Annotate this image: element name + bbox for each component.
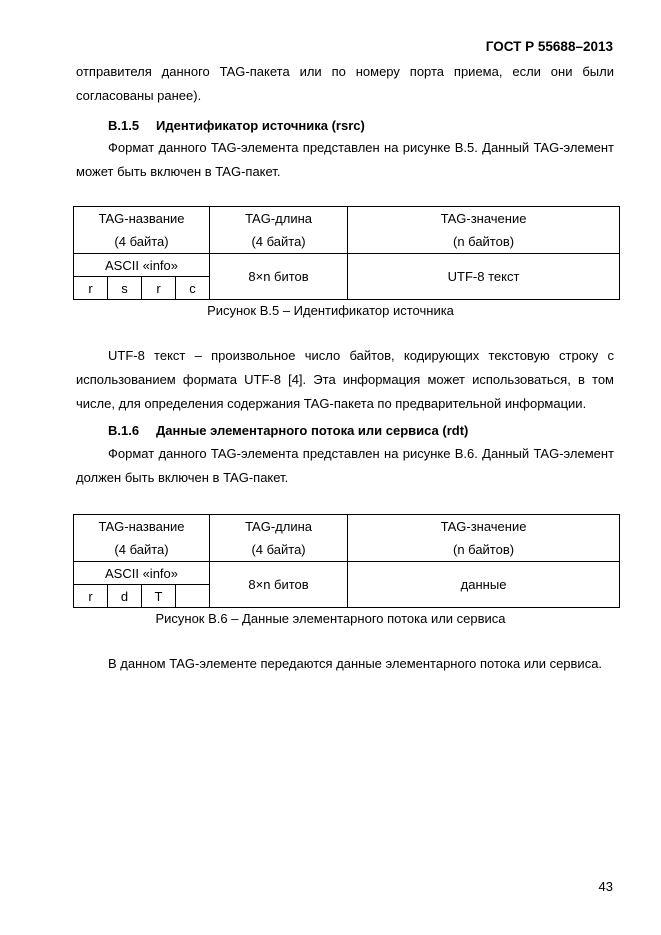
tag-length-header-cell (210, 515, 348, 562)
tag-length-value: 8×n битов (210, 562, 348, 608)
page-number: 43 (598, 879, 613, 894)
tag-value-header: TAG-значение (440, 519, 527, 534)
document-id: ГОСТ Р 55688–2013 (485, 39, 613, 54)
figure-b5-caption: Рисунок В.5 – Идентификатор источника (207, 303, 454, 318)
tag-value-size: (n байтов) (453, 234, 515, 249)
tag-length-value: 8×n битов (210, 254, 348, 300)
figure-b6-table (73, 514, 620, 608)
paragraph-elementary-stream: В данном TAG-элементе передаются данные элементарного потока или сервиса. (108, 656, 603, 671)
paragraph-continuation: отправителя данного TAG-пакета или по номеру порта приема, если они были согласованы ранее). (76, 64, 614, 103)
section-title: Данные элементарного потока или сервиса (rdt) (156, 423, 469, 438)
letter-cell: r (74, 585, 108, 608)
letter-cell: d (108, 585, 142, 608)
tag-name-size: (4 байта) (114, 542, 169, 557)
tag-length-header: TAG-длина (245, 519, 313, 534)
ascii-info-cell: ASCII «info» (74, 254, 210, 277)
section-heading-b15 (108, 118, 365, 133)
section-number: B.1.5 (108, 118, 140, 133)
tag-value-size: (n байтов) (453, 542, 515, 557)
tag-name-header: TAG-название (98, 211, 185, 226)
tag-value-value: данные (348, 562, 620, 608)
tag-name-header-cell (74, 515, 210, 562)
paragraph-figure-b6-intro: Формат данного TAG-элемента представлен на рисунке В.6. Данный TAG-элемент должен быть включен в TAG-пакет. (76, 446, 614, 485)
figure-b5-table (73, 206, 620, 300)
tag-length-header-cell (210, 207, 348, 254)
tag-name-size: (4 байта) (114, 234, 169, 249)
letter-cell: T (142, 585, 176, 608)
tag-length-size: (4 байта) (251, 234, 306, 249)
letter-cell: r (74, 277, 108, 300)
paragraph-figure-b5-intro: Формат данного TAG-элемента представлен на рисунке В.5. Данный TAG-элемент может быть включен в TAG-пакет. (76, 140, 614, 179)
tag-length-header: TAG-длина (245, 211, 313, 226)
figure-b6-caption: Рисунок В.6 – Данные элементарного потока или сервиса (155, 611, 506, 626)
letter-cell: c (176, 277, 210, 300)
ascii-info-cell: ASCII «info» (74, 562, 210, 585)
tag-value-value: UTF-8 текст (348, 254, 620, 300)
paragraph-utf8-text: UTF-8 текст – произвольное число байтов, кодирующих текстовую строку с использованием формата UTF-8 [4]. Эта информация может использоваться, в том числе, для определения содержания TAG-пакета по предварительной информации. (76, 348, 614, 411)
tag-length-size: (4 байта) (251, 542, 306, 557)
tag-name-header-cell (74, 207, 210, 254)
tag-value-header: TAG-значение (440, 211, 527, 226)
tag-value-header-cell (348, 207, 620, 254)
letter-cell: s (108, 277, 142, 300)
section-heading-b16 (108, 423, 468, 438)
letter-cell (176, 585, 210, 608)
letter-cell: r (142, 277, 176, 300)
tag-name-header: TAG-название (98, 519, 185, 534)
tag-value-header-cell (348, 515, 620, 562)
section-title: Идентификатор источника (rsrc) (156, 118, 365, 133)
section-number: B.1.6 (108, 423, 140, 438)
